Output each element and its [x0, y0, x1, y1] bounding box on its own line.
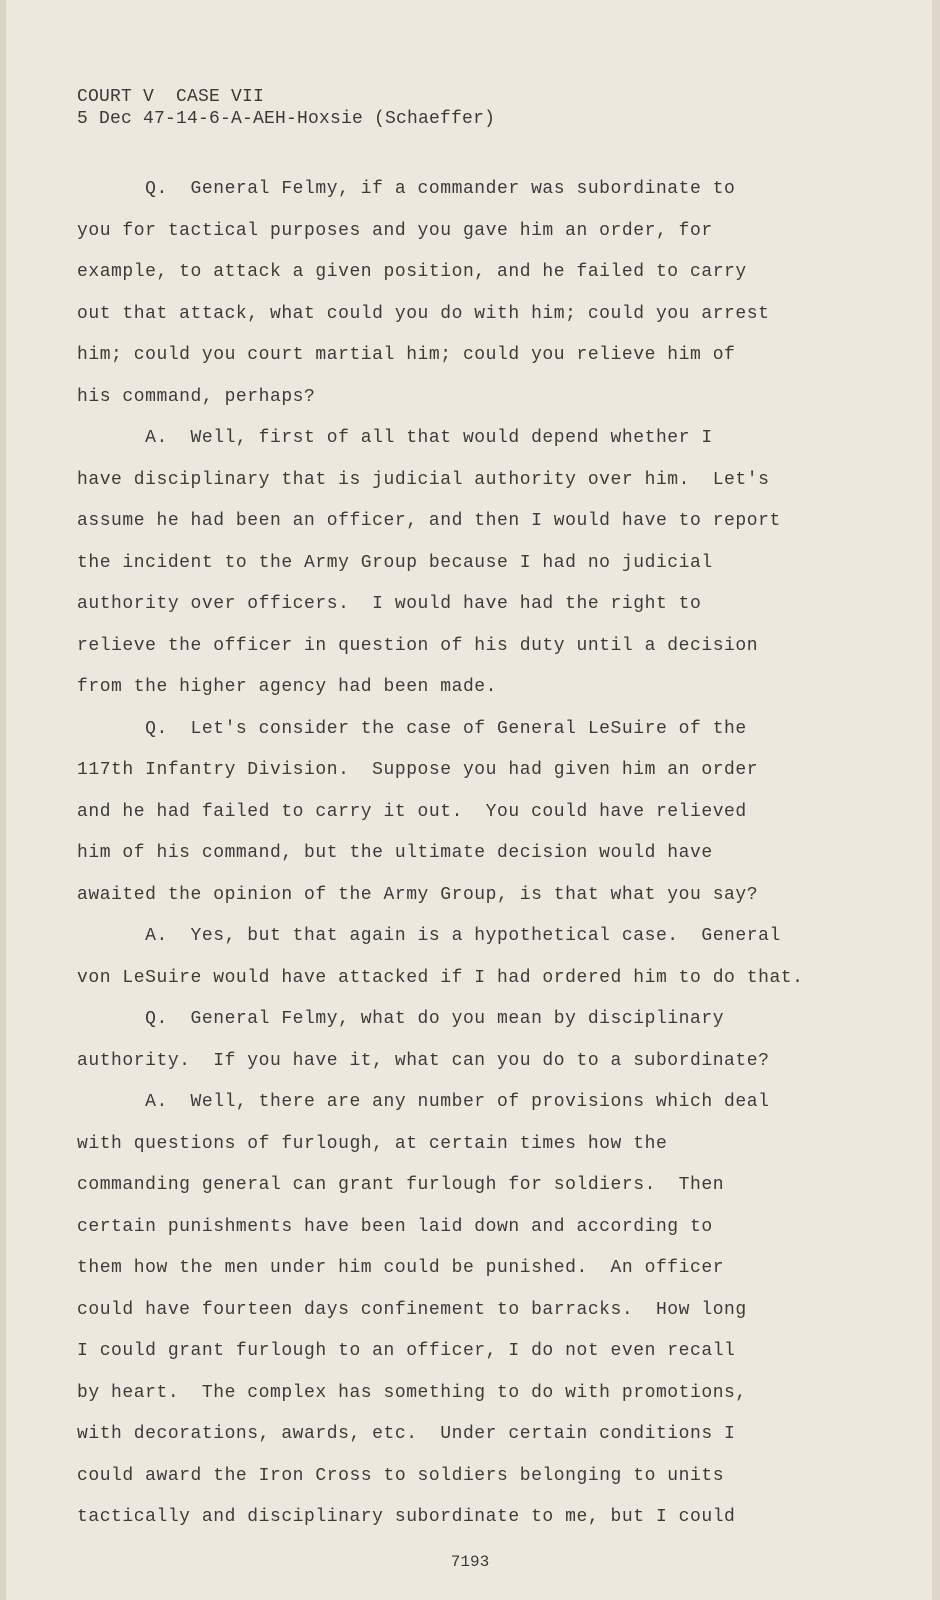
transcript-line: have disciplinary that is judicial authority over him. Let's: [77, 469, 770, 490]
transcript-line: you for tactical purposes and you gave him an order, for: [77, 220, 713, 241]
header-court-case: COURT V CASE VII: [77, 87, 265, 107]
transcript-line: commanding general can grant furlough for soldiers. Then: [77, 1175, 725, 1195]
transcript-line: awaited the opinion of the Army Group, is that what you say?: [77, 884, 759, 905]
transcript-line: assume he had been an officer, and then I would have to report: [77, 511, 781, 531]
page-number: 7193: [450, 1553, 490, 1571]
transcript-line: out that attack, what could you do with him; could you arrest: [77, 303, 770, 324]
transcript-line: certain punishments have been laid down and according to: [77, 1216, 713, 1237]
transcript-line: authority over officers. I would have had the right to: [77, 594, 702, 614]
transcript-line: the incident to the Army Group because I had no judicial: [77, 552, 713, 573]
transcript-body: [77, 169, 877, 1539]
transcript-line: could award the Iron Cross to soldiers belonging to units: [77, 1465, 725, 1486]
transcript-line: Q. General Felmy, if a commander was subordinate to: [77, 179, 736, 199]
transcript-line: Q. Let's consider the case of General LeSuire of the: [77, 718, 747, 739]
transcript-line: A. Yes, but that again is a hypothetical case. General: [77, 926, 781, 946]
transcript-line: A. Well, there are any number of provisions which deal: [77, 1092, 770, 1112]
transcript-line: A. Well, first of all that would depend whether I: [77, 428, 713, 448]
transcript-line: them how the men under him could be punished. An officer: [77, 1258, 725, 1278]
transcript-line: with decorations, awards, etc. Under certain conditions I: [77, 1424, 736, 1444]
transcript-line: 117th Infantry Division. Suppose you had given him an order: [77, 760, 759, 780]
transcript-line: Q. General Felmy, what do you mean by disciplinary: [77, 1009, 725, 1029]
transcript-line: I could grant furlough to an officer, I do not even recall: [77, 1341, 736, 1361]
transcript-line: example, to attack a given position, and he failed to carry: [77, 262, 747, 282]
transcript-line: him of his command, but the ultimate decision would have: [77, 843, 713, 863]
transcript-line: could have fourteen days confinement to barracks. How long: [77, 1299, 747, 1320]
transcript-line: tactically and disciplinary subordinate to me, but I could: [77, 1507, 736, 1527]
transcript-line: from the higher agency had been made.: [77, 677, 498, 697]
transcript-line: by heart. The complex has something to do with promotions,: [77, 1382, 747, 1403]
transcript-line: him; could you court martial him; could you relieve him of: [77, 345, 736, 365]
transcript-line: relieve the officer in question of his duty until a decision: [77, 635, 759, 656]
transcript-line: von LeSuire would have attacked if I had ordered him to do that.: [77, 967, 804, 988]
transcript-line: and he had failed to carry it out. You could have relieved: [77, 801, 747, 822]
transcript-line: his command, perhaps?: [77, 386, 316, 407]
document-header: [77, 86, 495, 130]
transcript-line: authority. If you have it, what can you do to a subordinate?: [77, 1050, 770, 1071]
header-session-info: 5 Dec 47-14-6-A-AEH-Hoxsie (Schaeffer): [77, 109, 496, 129]
transcript-line: with questions of furlough, at certain times how the: [77, 1133, 668, 1154]
